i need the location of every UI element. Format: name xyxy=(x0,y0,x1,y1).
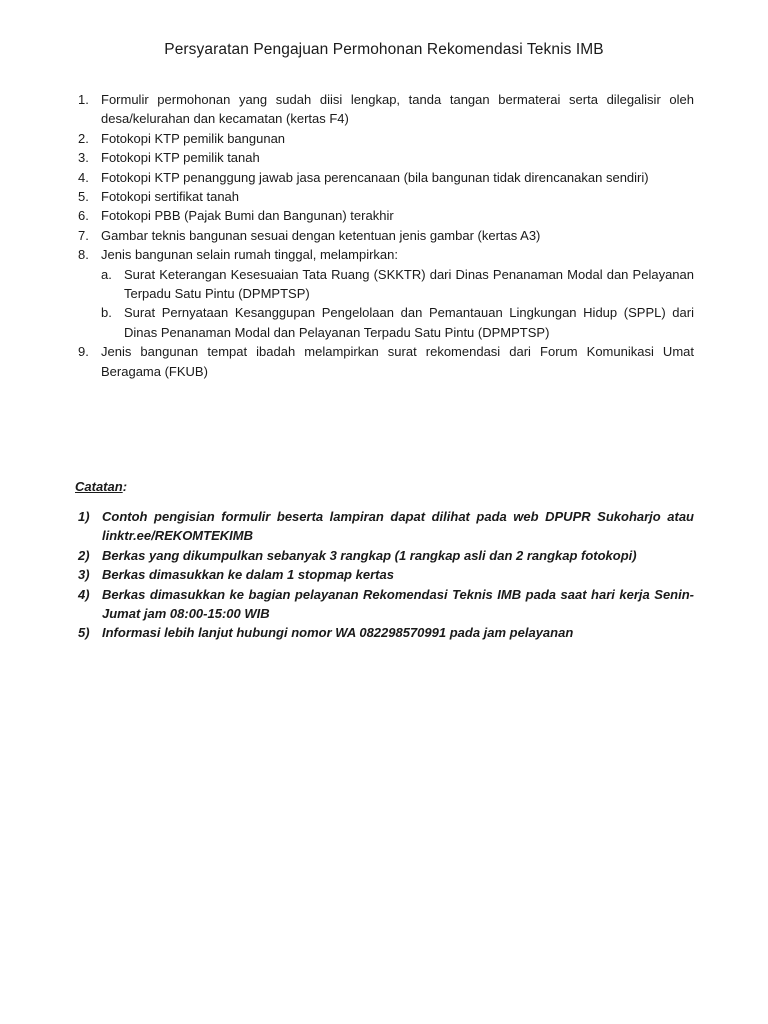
requirement-number: 7. xyxy=(78,227,89,243)
requirement-item-3 xyxy=(75,148,694,167)
requirement-number: 6. xyxy=(78,208,89,224)
note-number: 1) xyxy=(78,509,90,524)
requirement-text: Jenis bangunan tempat ibadah melampirkan surat rekomendasi dari Forum Komunikasi Umat Beragama (FKUB) xyxy=(101,344,694,379)
requirement-text: Formulir permohonan yang sudah diisi lengkap, tanda tangan bermaterai serta dilegalisir oleh desa/kelurahan dan kecamatan (kertas F4) xyxy=(101,92,694,127)
sub-item-text: Surat Keterangan Kesesuaian Tata Ruang (SKKTR) dari Dinas Penanaman Modal dan Pelayanan Terpadu Satu Pintu (DPMPTSP) xyxy=(124,266,694,302)
requirement-number: 1. xyxy=(78,92,89,107)
notes-list xyxy=(75,507,694,643)
requirement-text: Fotokopi KTP penanggung jawab jasa perencanaan (bila bangunan tidak direncanakan sendiri) xyxy=(101,169,649,185)
note-item-1 xyxy=(75,507,694,546)
note-item-4 xyxy=(75,585,694,624)
requirement-item-4 xyxy=(75,168,694,187)
requirement-text: Fotokopi KTP pemilik bangunan xyxy=(101,130,286,146)
requirement-text: Fotokopi PBB (Pajak Bumi dan Bangunan) terakhir xyxy=(101,208,394,224)
note-text: Berkas dimasukkan ke bagian pelayanan Rekomendasi Teknis IMB pada saat hari kerja Senin-Jumat jam 08:00-15:00 WIB xyxy=(102,586,694,622)
requirements-list xyxy=(75,90,694,381)
note-text: Informasi lebih lanjut hubungi nomor WA 082298570991 pada jam pelayanan xyxy=(102,625,574,641)
requirement-sub-item-a xyxy=(101,265,694,304)
requirement-item-9 xyxy=(75,342,694,381)
note-item-2 xyxy=(75,546,694,565)
note-text: Berkas dimasukkan ke dalam 1 stopmap kertas xyxy=(102,567,394,583)
requirement-text: Fotokopi KTP pemilik tanah xyxy=(101,150,260,166)
requirement-number: 9. xyxy=(78,344,89,360)
note-number: 4) xyxy=(78,586,90,602)
requirement-number: 4. xyxy=(78,169,89,185)
note-number: 3) xyxy=(78,567,90,583)
requirement-text: Gambar teknis bangunan sesuai dengan ketentuan jenis gambar (kertas A3) xyxy=(101,227,541,243)
requirement-number: 5. xyxy=(78,189,89,205)
note-text: Contoh pengisian formulir beserta lampiran dapat dilihat pada web DPUPR Sukoharjo atau linktr.ee/REKOMTEKIMB xyxy=(102,509,694,544)
sub-item-letter: a. xyxy=(101,266,112,282)
notes-heading xyxy=(75,479,127,494)
requirement-item-8 xyxy=(75,245,694,342)
requirement-item-2 xyxy=(75,129,694,148)
requirement-sub-list xyxy=(101,265,694,343)
requirement-number: 3. xyxy=(78,150,89,166)
requirement-item-1 xyxy=(75,90,694,129)
requirement-number: 8. xyxy=(78,247,89,263)
notes-heading-text: Catatan xyxy=(75,479,123,494)
note-number: 2) xyxy=(78,547,90,563)
requirement-number: 2. xyxy=(78,130,89,146)
requirement-text: Jenis bangunan selain rumah tinggal, melampirkan: xyxy=(101,247,399,263)
note-text: Berkas yang dikumpulkan sebanyak 3 rangkap (1 rangkap asli dan 2 rangkap fotokopi) xyxy=(102,547,637,563)
sub-item-letter: b. xyxy=(101,305,112,321)
requirement-item-5 xyxy=(75,187,694,206)
document-title: Persyaratan Pengajuan Permohonan Rekomendasi Teknis IMB xyxy=(164,41,604,58)
requirement-text: Fotokopi sertifikat tanah xyxy=(101,189,240,205)
note-item-3 xyxy=(75,565,694,584)
requirement-item-7 xyxy=(75,226,694,245)
note-item-5 xyxy=(75,623,694,642)
sub-item-text: Surat Pernyataan Kesanggupan Pengelolaan dan Pemantauan Lingkungan Hidup (SPPL) dari Dinas Penanaman Modal dan Pelayanan Terpadu Satu Pintu (DPMPTSP) xyxy=(124,305,694,340)
requirement-sub-item-b xyxy=(101,303,694,342)
notes-heading-colon: : xyxy=(122,479,128,494)
requirement-item-6 xyxy=(75,206,694,225)
note-number: 5) xyxy=(78,625,90,641)
